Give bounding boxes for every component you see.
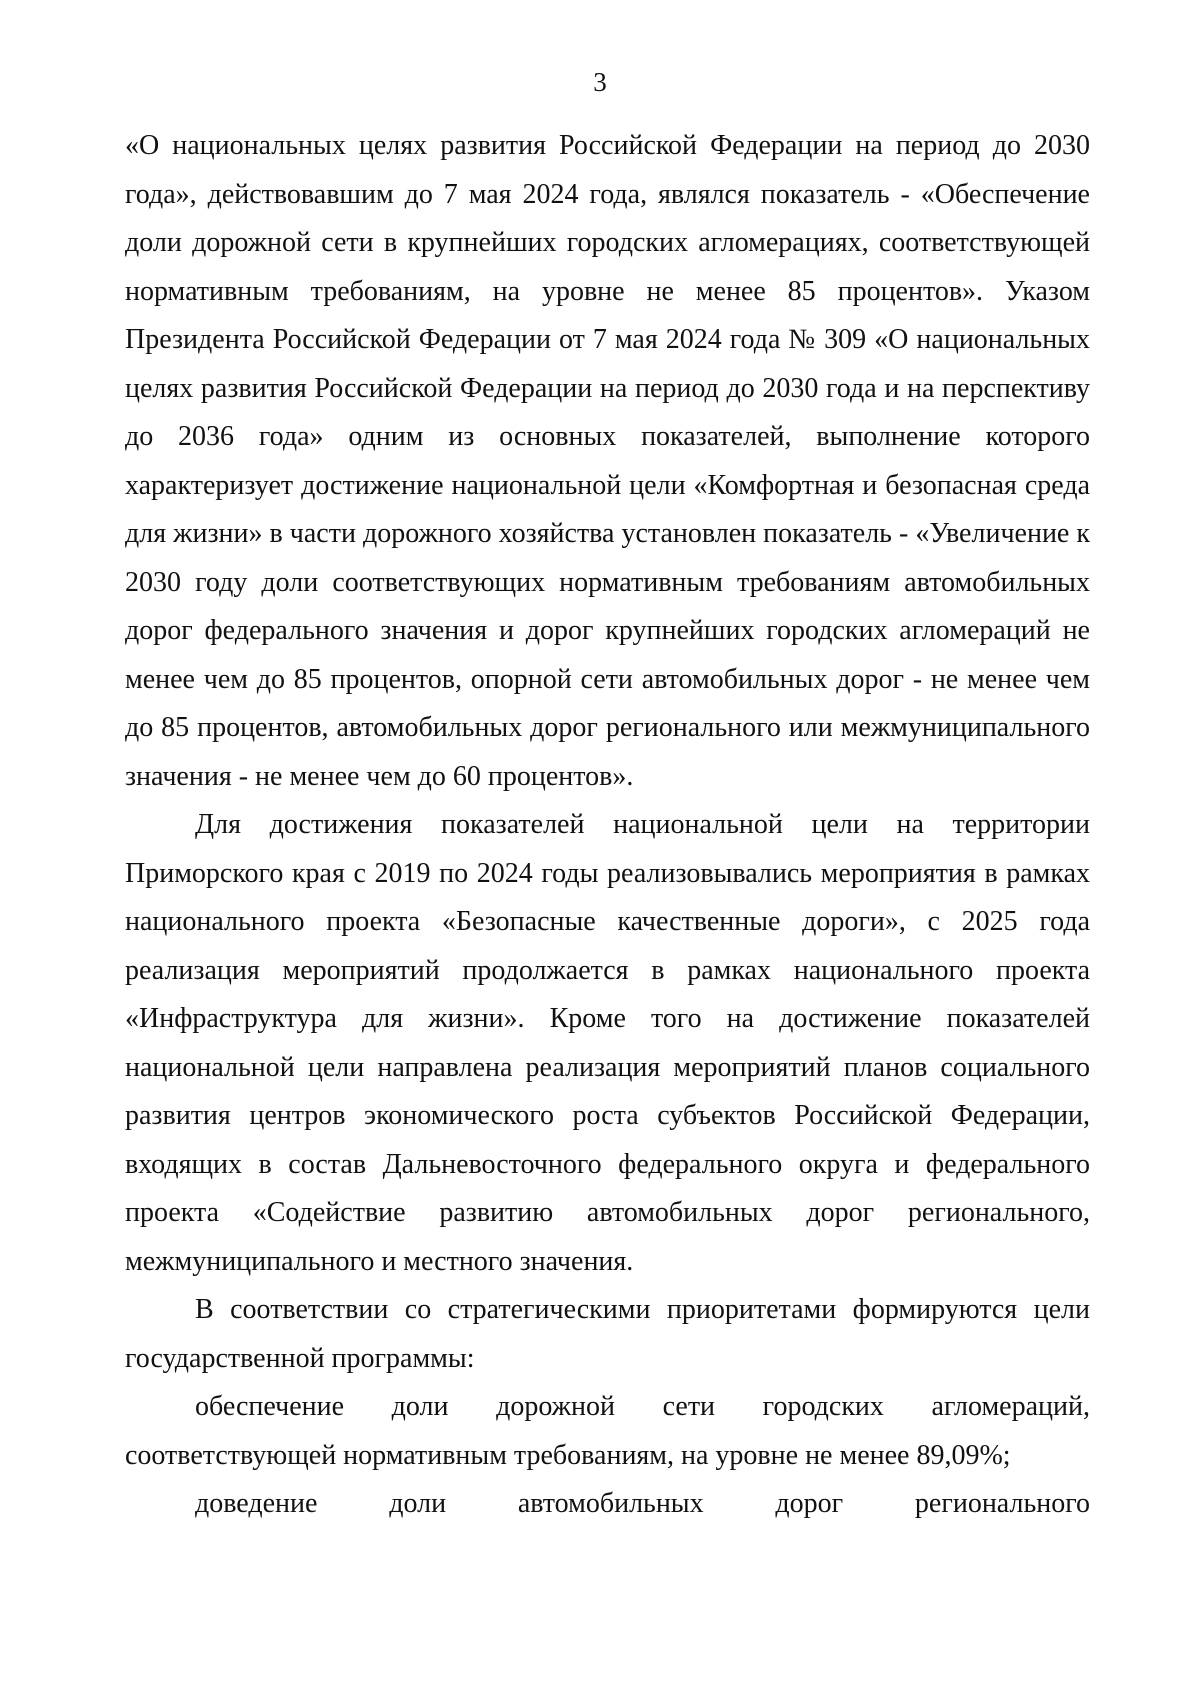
paragraph-program-goals-intro: В соответствии со стратегическими приоритетами формируются цели государственной программы:: [125, 1294, 1090, 1374]
paragraph-national-projects: Для достижения показателей национальной цели на территории Приморского края с 2019 по 2024 годы реализовывались мероприятия в рамках национального проекта «Безопасные качественные дороги», с 2025 года реализация мероприятий продолжается в рамках национального проекта «Инфраструктура для жизни». Кроме того на достижение показателей национальной цели направлена реализация мероприятий планов социального развития центров экономического роста субъектов Российской Федерации, входящих в состав Дальневосточного федерального округа и федерального проекта «Содействие развитию автомобильных дорог регионального, межмуниципального и местного значения.: [125, 809, 1090, 1277]
paragraph-goal-agglomeration-roads: обеспечение доли дорожной сети городских агломераций, соответствующей нормативным требованиям, на уровне не менее 89,09%;: [125, 1391, 1090, 1471]
paragraph-goal-regional-roads: доведение доли автомобильных дорог регионального: [195, 1488, 1090, 1519]
page-number: 3: [593, 67, 607, 97]
paragraph-national-goals-indicators: «О национальных целях развития Российской Федерации на период до 2030 года», действовавшим до 7 мая 2024 года, являлся показатель - «Обеспечение доли дорожной сети в крупнейших городских агломерациях, соответствующей нормативным требованиям, на уровне не менее 85 процентов». Указом Президента Российской Федерации от 7 мая 2024 года № 309 «О национальных целях развития Российской Федерации на период до 2030 года и на перспективу до 2036 года» одним из основных показателей, выполнение которого характеризует достижение национальной цели «Комфортная и безопасная среда для жизни» в части дорожного хозяйства установлен показатель - «Увеличение к 2030 году доли соответствующих нормативным требованиям автомобильных дорог федерального значения и дорог крупнейших городских агломераций не менее чем до 85 процентов, опорной сети автомобильных дорог - не менее чем до 85 процентов, автомобильных дорог регионального или межмуниципального значения - не менее чем до 60 процентов».: [125, 130, 1090, 792]
document-body: [125, 122, 1090, 1529]
